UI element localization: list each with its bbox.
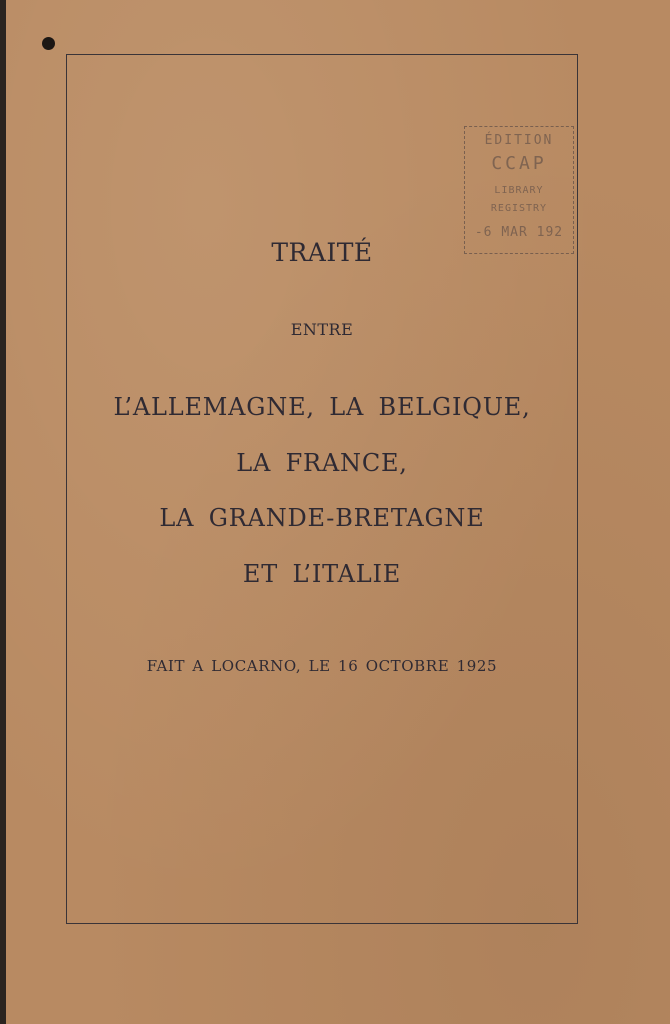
stamp-line: REGISTRY	[490, 203, 548, 214]
registry-stamp	[464, 126, 574, 254]
stamp-line: ÉDITION	[484, 133, 554, 148]
conjunction-text: ENTRE	[290, 320, 354, 339]
party-line: ET L’ITALIE	[242, 560, 402, 588]
place-date-line: FAIT A LOCARNO, LE 16 OCTOBRE 1925	[146, 657, 498, 675]
stamp-line: LIBRARY	[494, 185, 544, 196]
document-title: TRAITÉ	[271, 238, 373, 267]
party-line: L’ALLEMAGNE, LA BELGIQUE,	[113, 393, 531, 421]
stamp-line: CCAP	[491, 153, 547, 174]
party-line: LA GRANDE-BRETAGNE	[159, 504, 485, 532]
punch-hole	[42, 37, 55, 50]
stamp-date: -6 MAR 192	[474, 225, 564, 240]
party-line: LA FRANCE,	[236, 449, 408, 477]
